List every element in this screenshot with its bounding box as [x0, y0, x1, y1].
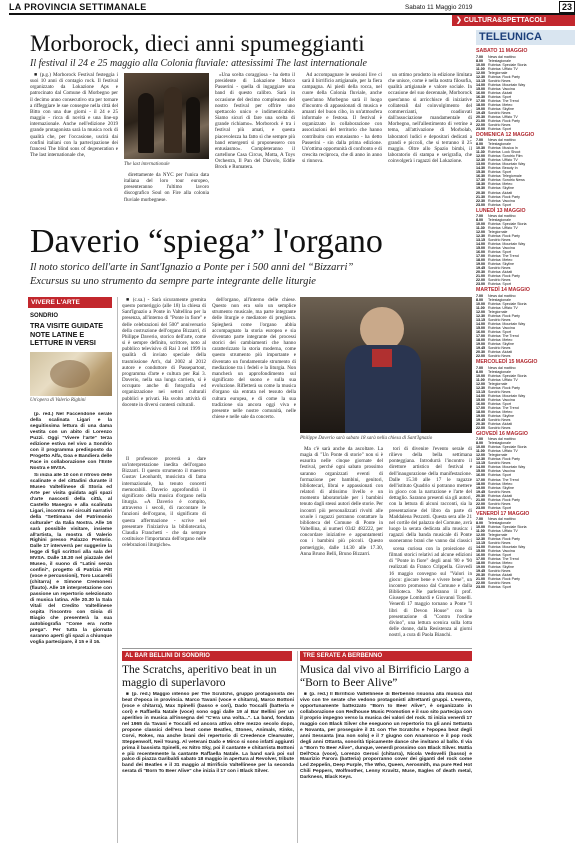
tv-listing-time: 7.00	[476, 214, 483, 219]
tv-listing-time: 22.00	[476, 354, 485, 359]
vivere-place: SONDRIO	[30, 313, 59, 319]
tv-listing-row	[476, 203, 575, 207]
tv-listing-program: Telestagionale	[488, 521, 511, 526]
tv-listing-program: Rubrica: Mountain Way	[488, 465, 526, 470]
tv-listing-program: Rubrica: Speciale Storia	[488, 222, 527, 227]
tv-listing-time: 12.30	[476, 74, 485, 79]
tv-schedule	[476, 47, 575, 847]
tv-listing-time: 18.00	[476, 561, 485, 566]
tv-listing-program: Telegiornale	[488, 533, 508, 538]
tv-listing-program: Rubrica: Sport	[488, 585, 511, 590]
tv-listing-program: Rubrica: Rock Party	[488, 497, 520, 502]
tv-listing-time: 11.00	[476, 305, 485, 310]
tv-listing-program: Rubrica: Rock Party	[488, 194, 520, 199]
tv-listing-program: Rubrica: Rock Party	[488, 234, 520, 239]
tv-listing-time: 7.00	[476, 54, 483, 59]
tv-listing-time: 19.00	[476, 106, 485, 111]
article2-col2: Il professore proverà a dare un'interpretazione inedita dell'organo Bizzarri. Il questo strumento il maestro Gustav Leonhardt, musicista di fama internazionale, ha tenuto concerti memorabili. Daverio approfondirà il significato della musica d'organo nella liturgia. «A Daverio è compito, attraverso i secoli, di raccontare le funzioni dell'organo, il significato di questa affermazione - scrive nel presentare l'iniziativa la bibliotecaria, Claudia Franchetti - che da sempre costituisce l'importanza dell'organo nelle celebrazioni liturgiche».	[122, 456, 206, 549]
tv-listing-program: Rubrica: Rock Party	[488, 74, 520, 79]
tv-listing-time: 13.15	[476, 541, 485, 546]
tv-listing-program: Rubrica: Rock Party	[488, 537, 520, 542]
tv-listing-program: Rubrica: Uffizio TV	[488, 158, 518, 163]
article1-photo	[124, 73, 209, 159]
tv-listing-program: Sondrio News	[488, 278, 511, 283]
vivere-lead: (p. red.) Nel Faccendone serale della scalinata Ligari e la seguitissima lettura di una dama vestita con un abito di Lorenzo Puzzi. Oggi "Vivere l'arte" terza edizione estiva nel vivo a Sondrio con il programma predisposto da Progetto Alfa, Goa e Bandiera delle Pace in collaborazione con l'Ente Nostra e MVSA.	[30, 412, 112, 471]
tv-listing-program: Rubrica: Sport	[488, 553, 511, 558]
tv-listing-program: News dal mattino	[488, 293, 516, 298]
tv-listing-time: 15.00	[476, 246, 485, 251]
tv-listing-program: Telestagionale	[488, 369, 511, 374]
tv-listing-time: 8.00	[476, 521, 483, 526]
tv-listing-program: Telegiornale	[488, 453, 508, 458]
tv-listing-time: 11.30	[476, 226, 485, 231]
tv-listing-program: Rubrica: The Trend	[488, 98, 519, 103]
tv-listing-time: 12.00	[476, 453, 485, 458]
tv-listing-time: 10.00	[476, 373, 485, 378]
tv-listing-row	[476, 127, 575, 131]
tv-listing-program: Rubrica: Speciale Storia	[488, 445, 527, 450]
tv-listing-time: 21.00	[476, 118, 485, 123]
tv-listing-time: 17.30	[476, 178, 485, 183]
tv-listing-time: 14.00	[476, 82, 485, 87]
tv-listing-program: Rubrica: The Trend	[488, 477, 519, 482]
tv-listing-program: Rubrica: Sport	[488, 282, 511, 287]
tv-listing-time: 14.00	[476, 321, 485, 326]
tv-listing-program: Rubrica: Vaccina	[488, 325, 515, 330]
tv-listing-time: 14.00	[476, 393, 485, 398]
tv-listing-program: Rubrica: Beauty In	[488, 166, 518, 171]
tv-listing-time: 17.00	[476, 557, 485, 562]
article1-col5: un ottimo prodotto in edizione limitata che unisce, come è nella nostra filosofia, qualità artigianale e valore sociale. In occasione del suo decennale, Morborock quest'anno si arricchisce di iniziative collaterali dal coinvolgimento del commercianti, coadiuvati dall'associazione mandamentale di Morbegno, nell'allestimento di vetrine a tema, all'attivazione di Morbolab, laboratori ludici e depositari dedicati a grandi e piccoli, che si terranno il 25 maggio. Oltre allo Spazio bimbi, il laboratorio di stampa e serigrafia, che coinvolgerà i ragazzi del Lokazione.	[388, 72, 472, 165]
article4-body: ■ (p. red.) Il Birrificio Valtellinese di Berbenno risuona alla musica dal vivo con tre serate che vedono protagonisti altrettanti gruppi. L'evento, opportunamente battezzato "Born to Beer Alive", è organizzato in collaborazione con Redhouse Music Promotion e il suo sito partecipa con il proprio impegno verso la musica dei valori del rock. Si inizia venerdì 17 maggio con Black Silver che eseguono un repertorio tra gli anni Settanta e Novanta, per proseguire il 31 con The Scratchs e l'epopea beat degli anni Sessanta (ma non solo) e il 7 giugno con Anamorco e il pop rock degli anni Ottanta, sonorità tipicamente dance che invitano al ballo. Il via a "Born To Beer Alive", dunque, venerdì prossimo con Black Silver. Mattia Dell'Oca (voce), Lorenzo Gerosi (chitarra), Nicola Vedovelli (basso) e Maurizio Parora (batteria) proporranno cover dei giganti del rock come Led Zeppelin, Deep Purple, The Who, Queen, Aerosmith, ma pure Red Hot Chili Peppers, Wolfmother, Lenny Kravitz, Muse, Eagles of death metal, Darkness, Black Keys.	[300, 692, 472, 781]
tv-listing-time: 16.30	[476, 174, 485, 179]
tv-listing-program: Rubrica: Rock Party	[488, 118, 520, 123]
tv-listing-program: Rubrica: Rock Party	[488, 577, 520, 582]
tv-listing-row	[476, 354, 575, 358]
tv-listing-program: Sondrio News	[488, 78, 511, 83]
tv-listing-time: 23.00	[476, 505, 485, 510]
tv-listing-time: 13.15	[476, 78, 485, 83]
tv-listing-program: Sondrio News	[488, 489, 511, 494]
tv-day-heading: DOMENICA 12 MAGGIO	[476, 131, 535, 138]
tv-listing-program: Sondrio News	[488, 266, 511, 271]
tv-listing-program: Rubrica: Mountain Way	[488, 321, 526, 326]
tv-listing-time: 16.00	[476, 473, 485, 478]
tv-listing-time: 8.00	[476, 297, 483, 302]
section-label: CULTURA&SPETTACOLI	[463, 17, 547, 24]
tv-listing-program: Rubrica: Rock Party	[488, 385, 520, 390]
tv-listing-program: Sondrio News	[488, 581, 511, 586]
tv-listing-time: 11.00	[476, 449, 485, 454]
tv-listing-program: Rubrica: Sport	[488, 401, 511, 406]
tv-listing-program: Rubrica: Skyline	[488, 485, 514, 490]
tv-listing-row	[476, 506, 575, 510]
tv-listing-time: 19.45	[476, 569, 485, 574]
tv-listing-program: Rubrica: Aiutati	[488, 573, 513, 578]
tv-listing-program: Rubrica: Speciale Storia	[488, 525, 527, 530]
tv-listing-row	[476, 585, 575, 589]
tv-listing-time: 20.30	[476, 421, 485, 426]
tv-listing-time: 19.45	[476, 346, 485, 351]
tv-listing-time: 7.00	[476, 437, 483, 442]
tv-listing-time: 18.00	[476, 481, 485, 486]
tv-listing-program: Rubrica: Uffizio TV	[488, 305, 518, 310]
tv-listing-program: Rubrica: Aiutati	[488, 190, 513, 195]
tv-listing-time: 17.00	[476, 477, 485, 482]
tv-listing-time: 18.00	[476, 102, 485, 107]
tv-listing-program: Rubrica: Vaccina	[488, 86, 515, 91]
tv-listing-time: 12.30	[476, 457, 485, 462]
tv-listing-program: Rubrica: Sport	[488, 94, 511, 99]
tv-listing-program: Rubrica: Skyline	[488, 106, 514, 111]
tv-listing-program: Rubrica: Aiutati	[488, 421, 513, 426]
tv-listing-time: 10.00	[476, 525, 485, 530]
tv-listing-program: Rubrica: Vaccina	[488, 198, 515, 203]
tv-listing-time: 12.00	[476, 154, 485, 159]
masthead: LA PROVINCIA SETTIMANALE	[9, 2, 147, 12]
tv-listing-program: News dal mattino	[488, 138, 516, 143]
tv-listing-program: Rubrica: Speciale Storia	[488, 62, 527, 67]
tv-listing-time: 14.00	[476, 545, 485, 550]
tv-listing-program: Rubrica: Speciale Storia	[488, 373, 527, 378]
tv-listing-program: Rubrica: Sport	[488, 250, 511, 255]
tv-listing-time: 14.30	[476, 166, 485, 171]
tv-listing-time: 8.00	[476, 369, 483, 374]
tv-listing-time: 7.00	[476, 138, 483, 143]
tv-listing-time: 7.00	[476, 517, 483, 522]
tv-listing-program: Rubrica: Sondrio Film	[488, 154, 523, 159]
tv-listing-program: Rubrica: Uffizio TV	[488, 377, 518, 382]
tv-listing-program: Rubrica: The Trend	[488, 334, 519, 338]
tv-listing-program: Telestagionale	[488, 58, 511, 63]
tv-listing-time: 11.00	[476, 529, 485, 534]
article2-title: Daverio “spiega” l'organo	[30, 223, 383, 260]
tv-listing-time: 19.00	[476, 485, 485, 490]
tv-listing-program: Rubrica: Rock Party	[488, 313, 520, 318]
tv-listing-time: 19.45	[476, 110, 485, 115]
tv-listing-program: Rubrica: Sport	[488, 329, 511, 334]
tv-listing-time: 19.00	[476, 342, 485, 347]
tv-listing-row	[476, 426, 575, 430]
article2-subtitle1: Il noto storico dell'arte in Sant'Ignazio a Ponte per i 500 anni del “Bizzarri”	[30, 262, 354, 273]
article2-col3: dell'organo, all'interno delle chiese. Questo non era solo un semplice strumento musicale, ma parte integrante delle liturgie e mediatore di preghiera. Spiegherà come l'organo abbia accompagnato la storia europea e sia diventato parte integrante dei processi storici dei cambiamenti che hanno caratterizzato la storia moderna, come questo strumento più importante e diventato un fondamentale strumento di mediazione tra i fedeli e la liturgia. Non mancherà un approfondimento sul significato del suono e sulla sua evoluzione. Rifletterà su come la musica d'organo sia entrata nel tessuto della cultura europea, e di come la sua tradizione sia ancora oggi viva e presente nelle nostre comunità, nelle chiese e nelle sale da concerto.	[212, 297, 296, 420]
tv-listing-program: Telegiornale	[488, 381, 508, 386]
vivere-caption: Un'opera di Valerio Righini	[30, 398, 86, 403]
tv-listing-time: 20.30	[476, 114, 485, 119]
tv-listing-program: Rubrica: Skyline	[488, 565, 514, 570]
tv-listing-time: 7.00	[476, 365, 483, 370]
tv-listing-time: 12.00	[476, 70, 485, 75]
tv-day-heading: MERCOLEDÌ 15 MAGGIO	[476, 359, 538, 366]
tv-listing-time: 12.00	[476, 381, 485, 386]
tv-listing-time: 20.30	[476, 493, 485, 498]
tv-listing-time: 10.30	[476, 146, 485, 151]
tv-listing-program: Telestagionale	[488, 297, 511, 302]
tv-listing-program: Rubrica: Vaccina	[488, 549, 515, 554]
tv-listing-program: Rubrica: Vaccina	[488, 397, 515, 402]
tv-listing-program: Rubrica: Uffizio TV	[488, 226, 518, 231]
tv-listing-program: Rubrica: Skyline	[488, 262, 514, 267]
tv-listing-program: Rubrica: Vaccina	[488, 469, 515, 474]
tv-listing-program: Rubrica: Uffizio TV	[488, 529, 518, 534]
vivere-banner: VIVERE L'ARTE	[28, 297, 112, 308]
tv-listing-program: Sondrio News	[488, 425, 511, 430]
tv-listing-program: Rubrica: The Trend	[488, 254, 519, 259]
tv-listing-time: 23.00	[476, 585, 485, 590]
article2-subtitle2: Excursus su uno strumento da sempre parte integrante delle liturgie	[30, 276, 316, 287]
tv-listing-time: 23.00	[476, 202, 485, 207]
tv-listing-time: 12.30	[476, 158, 485, 163]
tv-listing-time: 12.00	[476, 533, 485, 538]
tv-listing-program: Rubrica: Sport	[488, 126, 511, 131]
tv-listing-time: 16.00	[476, 401, 485, 406]
tv-listing-time: 12.30	[476, 537, 485, 542]
tv-listing-program: Telestagionale	[488, 441, 511, 446]
article2-photo	[300, 297, 472, 433]
tv-listing-program: Rubrica: Aiutati	[488, 350, 513, 355]
tv-listing-time: 19.00	[476, 413, 485, 418]
tv-listing-program: Rubrica: Uffizio TV	[488, 449, 518, 454]
tv-listing-time: 22.00	[476, 501, 485, 506]
tv-day-heading: VENERDÌ 17 MAGGIO	[476, 510, 530, 517]
page-number: 23	[559, 1, 575, 13]
tv-listing-program: Rubrica: Rock Party	[488, 274, 520, 279]
tv-listing-time: 15.00	[476, 86, 485, 91]
tv-listing-program: Sondrio News	[488, 110, 511, 115]
tv-listing-time: 8.00	[476, 142, 483, 147]
tv-listing-program: Sondrio News	[488, 354, 511, 359]
article2-col1: ■ (c.sa.) - Sarà sicuramente gremita questo pomeriggio (alle 18) la chiesa di Sant'Ignazio a Ponte in Valtellina per la presenza, all'interno di "Ponte in fiore" e delle celebrazioni del 500° anniversario della costruzione dell'organo Bizzarri, di Philippe Daverio, storico dell'arte, come si è sempre definito, scrittore, noto al pubblico televisivo di Rai 3 nel 1999 in qualità di inviato speciale della trasmissione Art's, dal 2002 al 2012 autore e conduttore di Passepartout, programma d'arte e cultura per Rai 3. Daverio, nella sua lunga carriera, si è occupato anche di fotografia ed organizzazione nei settori culturali pubblici e privati. Ha svolto attività di docente in diversi contesti culturali.	[122, 297, 206, 408]
tv-listing-time: 19.30	[476, 186, 485, 191]
tv-listing-time: 15.00	[476, 397, 485, 402]
tv-listing-time: 18.30	[476, 182, 485, 187]
tv-listing-time: 19.00	[476, 565, 485, 570]
tv-listing-program: Rubrica: Skyline	[488, 186, 514, 191]
tv-listing-program: Sondrio News	[488, 541, 511, 546]
article4-title: Musica dal vivo al Birrificio Largo a “Born to Beer Alive”	[300, 664, 470, 689]
tv-listing-program: Rubrica: The Trend	[488, 557, 519, 562]
article3-banner: AL BAR BELLINI DI SONDRIO	[122, 651, 292, 661]
tv-listing-program: Rubrica: Uffizio TV	[488, 114, 518, 119]
tv-listing-time: 11.00	[476, 377, 485, 382]
tv-listing-program: Sondrio News	[488, 238, 511, 243]
tv-listing-program: Rubrica: Sport	[488, 170, 511, 175]
tv-title: TELEUNICA	[476, 30, 575, 45]
tv-listing-time: 20.30	[476, 350, 485, 355]
tv-day-heading: SABATO 11 MAGGIO	[476, 48, 528, 54]
tv-listing-time: 19.00	[476, 262, 485, 267]
tv-listing-time: 11.00	[476, 66, 485, 71]
tv-listing-time: 15.00	[476, 325, 485, 330]
tv-listing-program: Rubrica: Meteo	[488, 338, 513, 343]
issue-date: Sabato 11 Maggio 2019	[405, 4, 473, 11]
tv-listing-time: 16.00	[476, 329, 485, 334]
tv-listing-program: Rubrica: Skyline	[488, 413, 514, 418]
tv-listing-program: Rubrica: Sport	[488, 202, 511, 207]
tv-listing-time: 21.00	[476, 577, 485, 582]
tv-listing-time: 20.30	[476, 190, 485, 195]
tv-listing-time: 23.00	[476, 126, 485, 131]
tv-listing-program: Rubrica: Mountain Way	[488, 242, 526, 247]
article2-photo-caption: Philippe Daverio sarà sabato 18 sarà nella chiesa di Sant'Ignazio	[300, 436, 433, 441]
article3-body: ■ (p. red.) Maggio intenso per The Scratchs, gruppo protagonista dei beat d'epoca in provincia. Marco Tavani (voce e chitarra), Marco Bottoni (voce e chitarra), Max Spinelli (basso e cori), Dado Toccalli (batteria e cori) e Raffaella Natale (voce) sono oggi dalle 19 al Bar Bellini per un aperitivo in musica all'insegna del "C'era una volta...". La band, fondata nel 1965 da Tavani e Toccalli ed ancora attiva oltre mezzo secolo dopo, propone classici dell'era beat come Beatles, Stones, Animals, Kinks, Corvi, Rokes, ma anche brani dei repertorio di Creedence Clearwater, Steppenwolf, Neil Young. Al veterani Dado e Mirco si sono infatti aggiunti prima il bassista Spinelli, ex Nitro Sky, poi il cantante e chitarrista Bottoni e più recentemente la cantante Raffaella Natale. La band sarà poi sul palco di piazza Garibaldi sabato 18 maggio in apertura al Revolver, tribute band dei Beatles e il 31 maggio al Birrificio Valtellinese per la seconda serata di "Born To Beer Alive" che inizia il 17 con i Black Silver.	[122, 692, 294, 775]
tv-listing-time: 19.45	[476, 417, 485, 422]
tv-listing-time: 15.00	[476, 549, 485, 554]
tv-listing-time: 17.00	[476, 98, 485, 103]
tv-listing-time: 13.00	[476, 162, 485, 167]
tv-listing-program: Sondrio News	[488, 501, 511, 506]
tv-listing-program: Rubrica: Telegiornale	[488, 174, 522, 179]
article1-title: Morborock, dieci anni spumeggianti	[30, 31, 365, 56]
tv-listing-program: Rubrica: Aiutati	[488, 90, 513, 95]
article1-subtitle: Il festival il 24 e 25 maggio alla Colonia fluviale: attesissimi The last internationale	[30, 58, 367, 69]
tv-listing-time: 20.30	[476, 270, 485, 275]
tv-listing-program: Rubrica: Vaccina	[488, 246, 515, 251]
article2-col6: scena curiosa con la proiezione di filmati storici relativi ad alcune edizioni di "Ponte in fiore" degli anni '80 e '90 realizzati da Franco Crippella. Giovedì 16 maggio convegno sul "Valori in gioco: giocare bene e vivere bene", un incontro promosso dal Comune e dalla Biblioteca. Ne parleranno il prof. Giuseppe Lombardi e Giovanni Tonelli. Venerdì 17 maggio tornano a Ponte "I libri di Devon House" con la presentazione di "Contro l'ordine divino", una lettura scenica sulla lotta delle donne, dalla Resistenza ai giorni nostri, a cura di Paola Bianchi.	[389, 546, 472, 639]
tv-listing-program: Rubrica: Speciale Storia	[488, 301, 527, 306]
tv-listing-program: Rubrica: Aiutati	[488, 493, 513, 498]
tv-listing-time: 14.00	[476, 242, 485, 247]
tv-listing-program: Rubrica: Mountain Way	[488, 545, 526, 550]
tv-listing-program: Sondrio News	[488, 461, 511, 466]
tv-listing-time: 18.00	[476, 258, 485, 263]
tv-listing-time: 22.00	[476, 278, 485, 283]
vivere-headline: TRA VISITE GUIDATE NOTE LATINE E LETTURE IN VERSI	[30, 321, 104, 348]
tv-listing-program: Telegiornale	[488, 70, 508, 75]
tv-listing-time: 8.00	[476, 441, 483, 446]
tv-listing-time: 18.00	[476, 338, 485, 343]
tv-listing-time: 13.15	[476, 317, 485, 322]
tv-day-heading: MARTEDÌ 14 MAGGIO	[476, 287, 530, 294]
section-tag	[452, 15, 575, 26]
article1-photo-caption: The last internationale	[124, 162, 170, 167]
tv-listing-time: 10.00	[476, 62, 485, 67]
tv-listing-program: Sondrio News	[488, 346, 511, 351]
tv-listing-time: 21.30	[476, 194, 485, 199]
tv-listing-program: Rubrica: Sondrio News	[488, 178, 525, 183]
tv-listing-time: 20.30	[476, 573, 485, 578]
tv-listing-time: 10.00	[476, 445, 485, 450]
tv-listing-program: Rubrica: Meteo	[488, 481, 513, 486]
tv-listing-time: 16.00	[476, 553, 485, 558]
tv-day-heading: GIOVEDÌ 16 MAGGIO	[476, 430, 528, 437]
article1-col3: «Una scelta coraggiosa - ha detto il presidente di Lokazione Marco Passerini - quella di ingaggiare una band di questo calibro. Sarà in occasione del decimo compleanno del nostro festival per offrire uno spettacolo unico e indimenticabile. Siamo sicuri di fare una scelta di grande richiamo». Morborock è tra i festival più amati, e questa piacevolezza ha fatto sì che sempre più band emergenti si proponessero con entusiasmo». Completeranno il cartellone Casa Circus, Motta, A Toys Orchestra, Il Pan del Diavolo, Eddie Brock e Rumatera.	[215, 72, 295, 171]
tv-listing-program: Telestagionale	[488, 142, 511, 147]
article2-col4: Ma c'è sarà anche da ascoltare. La magia di "Un Ponte di storie" non si è esaurita nelle cinque giornate del festival, perché ogni sabato prossimo saranno organizzati eventi di formazione per bambini, genitori, bibliotecari, librai e appassionati con relatori di altissimo livello e un momento laboratoriale per i bambini tenuto dagli stessi autori delle storie. Per incontri più personalizzati rivolti alle scuole i ragazzi potranno contattare la biblioteca del Comune di Ponte in Valtellina, ai numeri 0342 482222, per concordare iniziative e appuntamenti con i bambini più piccoli. Questo pomeriggio, dalle 14.30 alle 17.30, Anna Bruno Belli, Bruno Bizzarri.	[300, 446, 383, 557]
article1-col1: ■ (p.g.) Morborock Festival festeggia i suoi 10 anni di contagio rock. Il festival organizzato da Lokazione Aps e patrocinato dal Comune di Morbegno per il decimo anno consecutivo sta per tornare a riffeggiare le sue consegne nella città del Bitto con una due giorni - il 24 e 25 maggio - ricca di novità e una line-up internazionale. Anche nell'edizione 2019 grande protagonista sarà la musica rock di qualità che, per l'occasione, uscirà dai confini italiani con la partecipazione dei francesi The blind sons of degeneration e The last internationale che,	[30, 72, 118, 159]
tv-listing-program: Sondrio News	[488, 417, 511, 422]
tv-listing-program: Sondrio News	[488, 389, 511, 394]
tv-listing-time: 12.30	[476, 313, 485, 318]
tv-listing-time: 22.00	[476, 425, 485, 430]
tv-listing-program: News dal mattino	[488, 54, 516, 59]
tv-listing-program: Rubrica: Sport	[488, 505, 511, 510]
tv-listing-program: Telegiornale	[488, 230, 508, 235]
tv-listing-program: Rubrica: Aiutati	[488, 270, 513, 275]
tv-listing-time: 10.00	[476, 222, 485, 227]
article3-title: The Scratchs, aperitivo beat in un maggio di superlavoro	[122, 664, 277, 689]
tv-listing-time: 17.00	[476, 254, 485, 259]
tv-listing-program: Rubrica: Lock Shoot	[488, 150, 521, 155]
tv-listing-time: 13.15	[476, 461, 485, 466]
tv-listing-program: Rubrica: Meteo	[488, 258, 513, 263]
tv-listing-time: 12.30	[476, 234, 485, 239]
tv-listing-time: 15.00	[476, 469, 485, 474]
tv-listing-program: Sondrio News	[488, 122, 511, 127]
tv-listing-time: 7.00	[476, 293, 483, 298]
tv-listing-time: 22.00	[476, 122, 485, 127]
tv-listing-program: Rubrica: Musica In	[488, 146, 518, 151]
tv-listing-program: Rubrica: Meteo	[488, 102, 513, 107]
tv-listing-program: Rubrica: Sport	[488, 473, 511, 478]
tv-listing-program: News dal mattino	[488, 214, 516, 219]
tv-listing-time: 17.00	[476, 405, 485, 410]
chevron-right-icon: ❯	[456, 17, 462, 24]
tv-listing-time: 12.00	[476, 309, 485, 314]
tv-listing-time: 22.30	[476, 198, 485, 203]
tv-listing-program: Rubrica: Uffizio TV	[488, 66, 518, 71]
tv-listing-time: 16.30	[476, 94, 485, 99]
tv-listing-program: Rubrica: Mountain Way	[488, 162, 526, 167]
article2-col5: tori di divenire l'evento serale di rilievo della bella settimana ponteggiana. Introdurrà l'incontro il direttore artistico del festival e dell'inaugurazione della manifestazione. Dalle 15.30 alle 17 le ragazze dell'istituto Quadrio si potranno mettere in gioco con la narrazione e l'arte del dettaglio. Saranno presenti sia gli autori, con la lettura di alcuni racconti, sia la presentazione del libro da parte di Maddalena Pezzotti. Questa sera alle 21 nel cortile del palazzo del Comune, avrà luogo la serata dedicata alla musica: i ragazzi della banda musicale di Ponte suoneranno brani che vanno dai classici	[389, 446, 472, 545]
tv-listing-program: News dal mattino	[488, 365, 516, 370]
article1-col4: Ad accompagnare le sessioni live ci sarà il birrificio artigianale, per la fiera campagna. Ai piedi della rocca, nel cuore della Colonia fluviale, anche quest'anno Morbegno sarà il luogo d'incontro di appassionati di musica e amanti del buon cibo, in un'atmosfera informale e festosa. Il festival è organizzato in collaborazione con associazioni del territorio che hanno contribuito con entusiasmo - ha detto Passerini - sin dalla prima edizione. Un'ottima opportunità di confronto e di crescita reciproca, che di anno in anno si rinnova.	[302, 72, 382, 165]
tv-listing-program: Rubrica: Meteo	[488, 561, 513, 566]
tv-listing-time: 11.30	[476, 150, 485, 155]
article1-col2: direttamente da NYC per l'unica data italiana del loro tour europeo, presenteranno l'ultimo lavoro discografico Soul on Fire alla colonia fluviale morbegnese.	[124, 172, 209, 203]
tv-listing-time: 14.00	[476, 465, 485, 470]
tv-listing-program: Sondrio News	[488, 569, 511, 574]
tv-listing-time: 8.00	[476, 218, 483, 223]
tv-listing-time: 12.00	[476, 230, 485, 235]
tv-listing-program: Telestagionale	[488, 218, 511, 223]
tv-listing-time: 18.00	[476, 409, 485, 414]
tv-listing-time: 21.00	[476, 274, 485, 279]
tv-listing-program: Rubrica: The Trend	[488, 405, 519, 410]
tv-listing-program: Telegiornale	[488, 309, 508, 314]
tv-listing-time: 17.00	[476, 334, 485, 338]
tv-listing-program: Rubrica: Meteo	[488, 182, 513, 187]
tv-listing-time: 15.30	[476, 170, 485, 175]
tv-listing-program: Rubrica: Skyline	[488, 342, 514, 347]
tv-listing-program: Rubrica: Mountain Way	[488, 393, 526, 398]
vivere-body: Si inizia alle 10 con il ritrovo delle scalinate e del cittadini durante il Museo Valtellinese di Storia ed Arte per visita guidata agli spazi d'arte nascosti della città, al Castello Masegra e alla scalinata Ligari, incontra nei circuiti narrativi della "Settimana del Patrimonio culturale" da Italia Nostra. Alle 16 sarà possibile visitare, insieme all'artista, la mostra di Valerio Righini presso Palazzo Pretorio. Dalle 17 interverrà per suggerire la legge di figli scrittori alla sala del MVSA. Dalle 18.30 nel piazzale del Museo, il suono di "Latini senza confini", progetto di Patrizia Pitt (voce e percussioni), Toro Lucarelli (chitarra) e Simone Cremonesi (flauto). Alle 19 interpretazione con passione un repertorio selezionato di musica latina. Alle 20.30 la Sala Vitali del Credito Valtellinese ospita l'incontro con Gioia di Biagio che presenterà la sua autobiografia "Come era notte prega". Per tutta la giornata saranno aperti gli spazi a chiunque voglia partecipare, il 15 e il 16.	[30, 473, 112, 645]
tv-listing-program: News dal mattino	[488, 437, 516, 442]
tv-listing-time: 19.45	[476, 489, 485, 494]
tv-listing-program: Rubrica: Mountain Way	[488, 82, 526, 87]
tv-listing-time: 10.00	[476, 301, 485, 306]
tv-listing-time: 19.45	[476, 266, 485, 271]
tv-listing-program: Sondrio News	[488, 317, 511, 322]
tv-listing-row	[476, 282, 575, 286]
vivere-photo	[30, 352, 112, 396]
tv-listing-time: 16.00	[476, 90, 485, 95]
tv-listing-time: 12.30	[476, 385, 485, 390]
article4-banner: TRE SERATE A BERBENNO	[300, 651, 472, 661]
tv-listing-time: 22.00	[476, 581, 485, 586]
tv-listing-time: 21.00	[476, 497, 485, 502]
tv-listing-time: 13.15	[476, 238, 485, 243]
tv-listing-time: 8.00	[476, 58, 483, 63]
tv-listing-time: 23.00	[476, 282, 485, 287]
tv-listing-time: 16.00	[476, 250, 485, 255]
tv-listing-program: Rubrica: Rock Party	[488, 457, 520, 462]
tv-day-heading: LUNEDÌ 13 MAGGIO	[476, 207, 526, 214]
tv-listing-program: Rubrica: Meteo	[488, 409, 513, 414]
tv-listing-time: 13.15	[476, 389, 485, 394]
tv-listing-program: News dal mattino	[488, 517, 516, 522]
